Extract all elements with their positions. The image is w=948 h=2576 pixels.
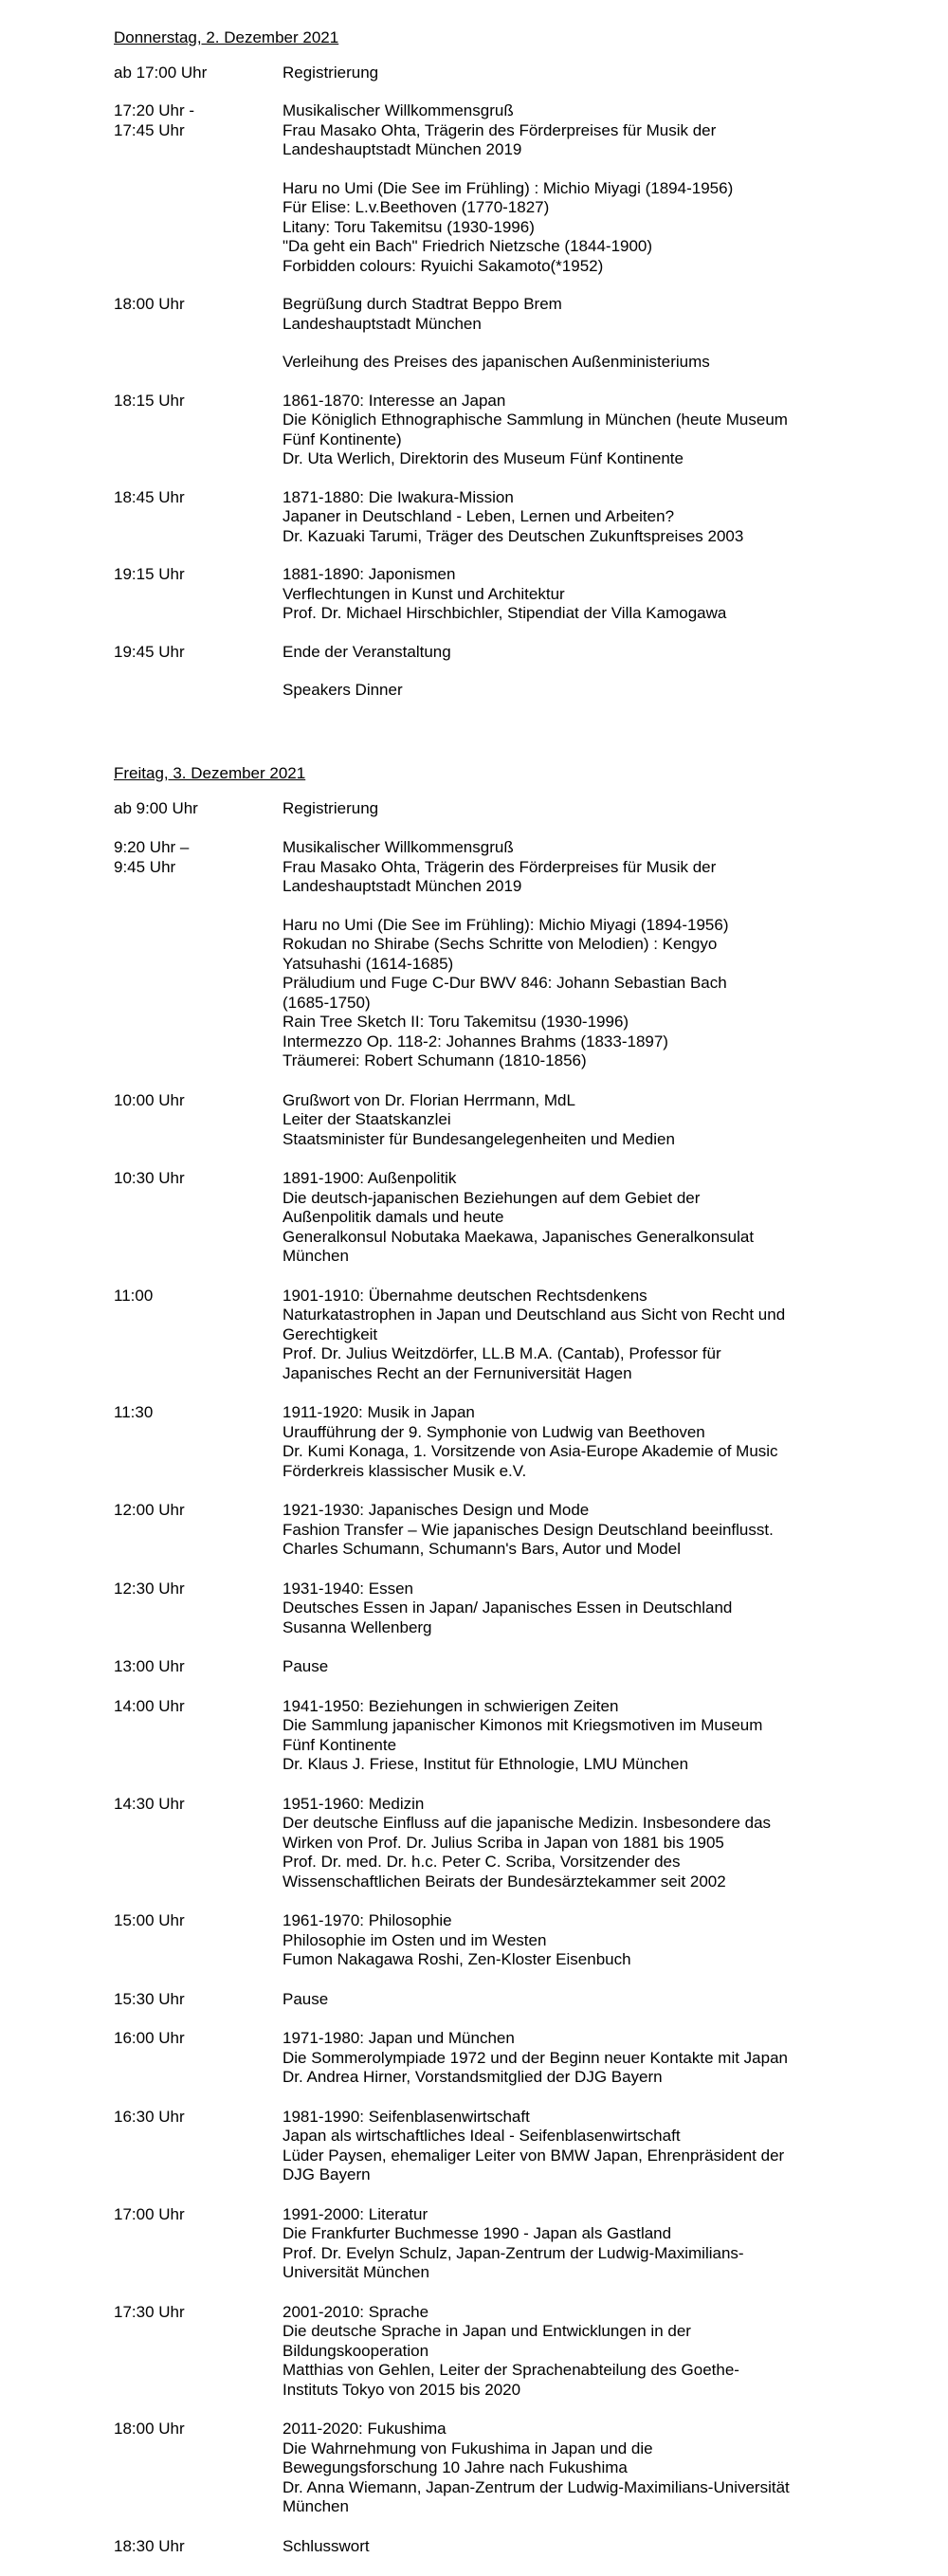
schedule-list — [114, 799, 853, 2557]
entry-line: 2011-2020: Fukushima — [283, 2420, 447, 2438]
entry-paragraph — [283, 1657, 853, 1677]
entry-line: Schlusswort — [283, 2536, 370, 2555]
entry-line: Forbidden colours: Ryuichi Sakamoto(*1952) — [283, 256, 604, 275]
entry-line: Landeshauptstadt München 2019 — [283, 140, 522, 158]
entry-content — [283, 101, 853, 276]
day-title: Donnerstag, 2. Dezember 2021 — [114, 28, 339, 46]
entry-line: Fünf Kontinente) — [283, 429, 402, 448]
entry-content — [283, 1501, 853, 1560]
entry-line: Japan als wirtschaftliches Ideal - Seifenblasenwirtschaft — [283, 2127, 681, 2145]
entry-time: 17:20 Uhr - 17:45 Uhr — [114, 101, 195, 139]
entry-paragraph — [283, 64, 853, 83]
entry-paragraph — [283, 488, 853, 547]
entry-content — [283, 1580, 853, 1638]
schedule-entry — [114, 1287, 853, 1384]
schedule-entry — [114, 565, 853, 624]
entry-paragraph — [283, 101, 853, 160]
entry-line: Charles Schumann, Schumann's Bars, Autor und Model — [283, 1540, 681, 1558]
entry-line: 1891-1900: Außenpolitik — [283, 1169, 457, 1187]
entry-line: "Da geht ein Bach" Friedrich Nietzsche (1844-1900) — [283, 237, 653, 255]
schedule-entry — [114, 1911, 853, 1970]
entry-line: Universität München — [283, 2263, 429, 2281]
entry-line: Wirken von Prof. Dr. Julius Scriba in Japan von 1881 bis 1905 — [283, 1833, 724, 1852]
schedule-entry — [114, 1580, 853, 1638]
schedule-entry — [114, 1169, 853, 1267]
schedule-entry — [114, 1091, 853, 1150]
entry-time: 18:00 Uhr — [114, 295, 185, 313]
entry-line: 2001-2010: Sprache — [283, 2302, 429, 2321]
entry-content — [283, 1287, 853, 1384]
entry-line: Dr. Anna Wiemann, Japan-Zentrum der Ludwig-Maximilians-Universität — [283, 2477, 790, 2496]
entry-line: 1971-1980: Japan und München — [283, 2029, 515, 2047]
entry-time: 11:00 — [114, 1286, 154, 1305]
entry-line: Die Königlich Ethnographische Sammlung in München (heute Museum — [283, 411, 788, 429]
entry-line: Bildungskooperation — [283, 2341, 429, 2360]
entry-content — [283, 488, 853, 547]
entry-content — [283, 799, 853, 819]
entry-content — [283, 565, 853, 624]
entry-paragraph — [283, 2205, 853, 2283]
schedule-entry — [114, 2537, 853, 2557]
entry-line: 1951-1960: Medizin — [283, 1794, 425, 1813]
schedule-entry — [114, 2303, 853, 2401]
entry-line: Instituts Tokyo von 2015 bis 2020 — [283, 2380, 521, 2399]
entry-paragraph — [283, 1169, 853, 1267]
entry-line: Ende der Veranstaltung — [283, 642, 451, 661]
entry-line: Speakers Dinner — [283, 681, 403, 699]
entry-content — [283, 2029, 853, 2088]
entry-paragraph — [283, 2029, 853, 2088]
entry-line: Haru no Umi (Die See im Frühling) : Michio Miyagi (1894-1956) — [283, 178, 734, 197]
entry-line: 1941-1950: Beziehungen in schwierigen Zeiten — [283, 1696, 619, 1715]
day-section-friday — [114, 764, 853, 2576]
entry-line: Registrierung — [283, 63, 379, 82]
entry-line: 1901-1910: Übernahme deutschen Rechtsdenkens — [283, 1286, 647, 1305]
entry-time: 13:00 Uhr — [114, 1657, 185, 1675]
schedule-entry — [114, 2205, 853, 2283]
entry-content — [283, 392, 853, 469]
entry-time: 18:30 Uhr — [114, 2536, 185, 2555]
entry-paragraph — [283, 179, 853, 277]
day-section-thursday — [114, 28, 853, 720]
entry-line: Prof. Dr. Michael Hirschbichler, Stipendiat der Villa Kamogawa — [283, 604, 727, 622]
entry-line: Naturkatastrophen in Japan und Deutschland aus Sicht von Recht und — [283, 1306, 786, 1324]
entry-line: (1685-1750) — [283, 993, 371, 1012]
entry-line: Wissenschaftlichen Beirats der Bundesärztekammer seit 2002 — [283, 1872, 726, 1891]
entry-line: Die deutsche Sprache in Japan und Entwicklungen in der — [283, 2322, 691, 2340]
entry-content — [283, 1795, 853, 1892]
entry-line: Dr. Andrea Hirner, Vorstandsmitglied der DJG Bayern — [283, 2068, 663, 2086]
schedule-entry — [114, 392, 853, 469]
schedule-entry — [114, 1697, 853, 1775]
entry-line: München — [283, 1247, 349, 1265]
entry-time: ab 17:00 Uhr — [114, 63, 208, 82]
entry-time: 10:00 Uhr — [114, 1090, 185, 1109]
entry-time: 18:45 Uhr — [114, 487, 185, 506]
entry-line: Präludium und Fuge C-Dur BWV 846: Johann Sebastian Bach — [283, 974, 727, 992]
entry-line: 1931-1940: Essen — [283, 1579, 413, 1598]
entry-paragraph — [283, 2537, 853, 2557]
entry-paragraph — [283, 295, 853, 334]
entry-line: 1871-1880: Die Iwakura-Mission — [283, 487, 514, 506]
entry-line: Dr. Kumi Konaga, 1. Vorsitzende von Asia-Europe Akademie of Music — [283, 1442, 778, 1460]
entry-content — [283, 1697, 853, 1775]
entry-paragraph — [283, 1403, 853, 1481]
entry-line: Die Wahrnehmung von Fukushima in Japan und die — [283, 2439, 653, 2457]
entry-line: Staatsminister für Bundesangelegenheiten und Medien — [283, 1129, 675, 1148]
entry-line: Philosophie im Osten und im Westen — [283, 1930, 547, 1949]
entry-time: 12:30 Uhr — [114, 1579, 185, 1598]
entry-time: 15:30 Uhr — [114, 1989, 185, 2008]
entry-time: 15:00 Uhr — [114, 1911, 185, 1929]
entry-line: Träumerei: Robert Schumann (1810-1856) — [283, 1051, 587, 1069]
schedule-entry — [114, 64, 853, 83]
entry-time: 18:15 Uhr — [114, 391, 185, 410]
entry-content — [283, 2108, 853, 2185]
entry-content — [283, 1091, 853, 1150]
entry-content — [283, 1911, 853, 1970]
entry-content — [283, 1990, 853, 2010]
entry-content — [283, 2420, 853, 2517]
entry-line: Gerechtigkeit — [283, 1325, 378, 1343]
entry-content — [283, 1403, 853, 1481]
entry-line: 1921-1930: Japanisches Design und Mode — [283, 1501, 590, 1519]
entry-line: Grußwort von Dr. Florian Herrmann, MdL — [283, 1090, 575, 1109]
entry-line: Japanisches Recht an der Fernuniversität Hagen — [283, 1363, 632, 1382]
entry-line: Uraufführung der 9. Symphonie von Ludwig van Beethoven — [283, 1422, 705, 1441]
entry-content — [283, 2303, 853, 2401]
entry-paragraph — [283, 799, 853, 819]
entry-paragraph — [283, 1580, 853, 1638]
entry-content — [283, 1169, 853, 1267]
entry-line: 1881-1890: Japonismen — [283, 565, 456, 583]
schedule-list — [114, 64, 853, 701]
entry-time: 10:30 Uhr — [114, 1169, 185, 1187]
entry-content — [283, 643, 853, 701]
entry-paragraph — [283, 643, 853, 663]
entry-line: Die Frankfurter Buchmesse 1990 - Japan als Gastland — [283, 2224, 672, 2242]
entry-content — [283, 838, 853, 1071]
entry-paragraph — [283, 1287, 853, 1384]
entry-line: Die deutsch-japanischen Beziehungen auf dem Gebiet der — [283, 1188, 701, 1207]
entry-paragraph — [283, 681, 853, 701]
entry-line: Pause — [283, 1657, 329, 1675]
schedule-entry — [114, 488, 853, 547]
schedule-entry — [114, 295, 853, 373]
entry-paragraph — [283, 1091, 853, 1150]
entry-line: Für Elise: L.v.Beethoven (1770-1827) — [283, 198, 550, 216]
schedule-entry — [114, 1501, 853, 1560]
entry-line: Prof. Dr. Julius Weitzdörfer, LL.B M.A. (Cantab), Professor für — [283, 1344, 721, 1362]
schedule-entry — [114, 2108, 853, 2185]
entry-paragraph — [283, 1501, 853, 1560]
entry-time: 17:00 Uhr — [114, 2204, 185, 2223]
entry-line: Fünf Kontinente — [283, 1735, 397, 1754]
entry-line: Japaner in Deutschland - Leben, Lernen und Arbeiten? — [283, 507, 675, 525]
entry-line: Susanna Wellenberg — [283, 1617, 432, 1636]
entry-line: Frau Masako Ohta, Trägerin des Förderpreises für Musik der — [283, 120, 717, 139]
entry-content — [283, 1657, 853, 1677]
entry-line: Yatsuhashi (1614-1685) — [283, 954, 454, 973]
schedule-entry — [114, 838, 853, 1071]
schedule-entry — [114, 1990, 853, 2010]
entry-line: Die Sammlung japanischer Kimonos mit Kriegsmotiven im Museum — [283, 1716, 763, 1734]
schedule-entry — [114, 2029, 853, 2088]
entry-line: Registrierung — [283, 798, 379, 817]
day-title: Freitag, 3. Dezember 2021 — [114, 764, 306, 782]
entry-time: 11:30 — [114, 1403, 154, 1421]
entry-line: Frau Masako Ohta, Trägerin des Förderpreises für Musik der — [283, 857, 717, 876]
entry-line: Leiter der Staatskanzlei — [283, 1110, 451, 1128]
entry-line: Litany: Toru Takemitsu (1930-1996) — [283, 217, 535, 236]
entry-line: Dr. Uta Werlich, Direktorin des Museum Fünf Kontinente — [283, 449, 684, 467]
entry-content — [283, 64, 853, 83]
entry-line: Außenpolitik damals und heute — [283, 1208, 504, 1226]
entry-time: 18:00 Uhr — [114, 2420, 185, 2438]
entry-line: Rain Tree Sketch II: Toru Takemitsu (1930-1996) — [283, 1013, 629, 1031]
entry-line: Der deutsche Einfluss auf die japanische Medizin. Insbesondere das — [283, 1814, 772, 1832]
entry-time: 16:00 Uhr — [114, 2029, 185, 2047]
entry-paragraph — [283, 1911, 853, 1970]
entry-content — [283, 295, 853, 373]
entry-paragraph — [283, 2303, 853, 2401]
entry-time: 14:30 Uhr — [114, 1794, 185, 1813]
entry-time: 19:45 Uhr — [114, 642, 185, 661]
schedule-entry — [114, 1795, 853, 1892]
entry-paragraph — [283, 565, 853, 624]
entry-line: Fashion Transfer – Wie japanisches Design Deutschland beeinflusst. — [283, 1520, 774, 1539]
entry-line: 1981-1990: Seifenblasenwirtschaft — [283, 2107, 530, 2126]
schedule-entry — [114, 2420, 853, 2517]
entry-content — [283, 2205, 853, 2283]
entry-line: Verflechtungen in Kunst und Architektur — [283, 584, 565, 603]
schedule-entry — [114, 1403, 853, 1481]
entry-content — [283, 2537, 853, 2557]
entry-line: Matthias von Gehlen, Leiter der Sprachenabteilung des Goethe- — [283, 2361, 739, 2379]
entry-time: 14:00 Uhr — [114, 1696, 185, 1715]
entry-line: Generalkonsul Nobutaka Maekawa, Japanisches Generalkonsulat — [283, 1227, 755, 1246]
entry-line: Prof. Dr. med. Dr. h.c. Peter C. Scriba, Vorsitzender des — [283, 1853, 681, 1871]
entry-line: Landeshauptstadt München 2019 — [283, 877, 522, 895]
entry-line: Haru no Umi (Die See im Frühling): Michio Miyagi (1894-1956) — [283, 915, 729, 934]
entry-line: 1961-1970: Philosophie — [283, 1911, 452, 1929]
entry-line: Verleihung des Preises des japanischen Außenministeriums — [283, 353, 710, 371]
entry-time: 16:30 Uhr — [114, 2107, 185, 2126]
entry-line: Dr. Klaus J. Friese, Institut für Ethnologie, LMU München — [283, 1755, 689, 1773]
entry-paragraph — [283, 392, 853, 469]
entry-line: Musikalischer Willkommensgruß — [283, 101, 514, 119]
schedule-entry — [114, 799, 853, 819]
entry-line: 1911-1920: Musik in Japan — [283, 1403, 475, 1421]
entry-line: Prof. Dr. Evelyn Schulz, Japan-Zentrum der Ludwig-Maximilians- — [283, 2243, 744, 2262]
entry-line: Lüder Paysen, ehemaliger Leiter von BMW Japan, Ehrenpräsident der — [283, 2146, 785, 2165]
entry-paragraph — [283, 916, 853, 1071]
entry-line: Die Sommerolympiade 1972 und der Beginn neuer Kontakte mit Japan — [283, 2048, 788, 2067]
entry-paragraph — [283, 1697, 853, 1775]
entry-paragraph — [283, 1795, 853, 1892]
entry-line: Pause — [283, 1989, 329, 2008]
entry-line: Bewegungsforschung 10 Jahre nach Fukushima — [283, 2458, 628, 2476]
entry-time: 17:30 Uhr — [114, 2302, 185, 2321]
schedule-entry — [114, 101, 853, 276]
entry-paragraph — [283, 2420, 853, 2517]
entry-line: Rokudan no Shirabe (Sechs Schritte von Melodien) : Kengyo — [283, 935, 718, 953]
entry-time: 9:20 Uhr – 9:45 Uhr — [114, 838, 190, 876]
entry-paragraph — [283, 1990, 853, 2010]
entry-line: DJG Bayern — [283, 2165, 371, 2183]
entry-line: Dr. Kazuaki Tarumi, Träger des Deutschen Zukunftspreises 2003 — [283, 526, 744, 545]
entry-line: 1861-1870: Interesse an Japan — [283, 391, 506, 410]
entry-line: Deutsches Essen in Japan/ Japanisches Essen in Deutschland — [283, 1599, 733, 1617]
schedule-entry — [114, 1657, 853, 1677]
entry-time: 19:15 Uhr — [114, 565, 185, 583]
entry-line: Landeshauptstadt München — [283, 314, 482, 333]
entry-time: ab 9:00 Uhr — [114, 798, 198, 817]
entry-paragraph — [283, 838, 853, 897]
entry-line: 1991-2000: Literatur — [283, 2204, 428, 2223]
schedule-entry — [114, 643, 853, 701]
entry-paragraph — [283, 2108, 853, 2185]
entry-line: Begrüßung durch Stadtrat Beppo Brem — [283, 295, 562, 313]
entry-line: Musikalischer Willkommensgruß — [283, 838, 514, 856]
entry-line: Intermezzo Op. 118-2: Johannes Brahms (1833-1897) — [283, 1032, 668, 1050]
entry-line: Förderkreis klassischer Musik e.V. — [283, 1461, 527, 1480]
entry-time: 12:00 Uhr — [114, 1501, 185, 1519]
entry-line: Fumon Nakagawa Roshi, Zen-Kloster Eisenbuch — [283, 1950, 631, 1968]
entry-line: München — [283, 2497, 349, 2515]
entry-paragraph — [283, 353, 853, 373]
